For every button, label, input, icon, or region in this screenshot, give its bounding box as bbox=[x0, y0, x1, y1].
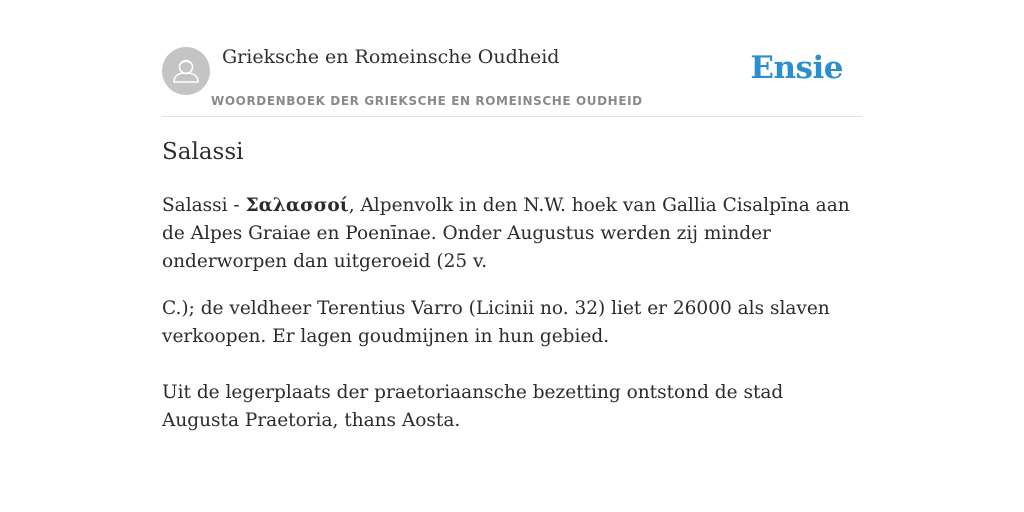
greek-term: Σαλασσοί bbox=[245, 195, 349, 216]
paragraph-3: Uit de legerplaats der praetoriaansche bezetting ontstond de stad Augusta Praetoria, thans Aosta. bbox=[162, 382, 784, 431]
paragraph-1-rest: , Alpenvolk in den N.W. hoek van Gallia Cisalpīna aan de Alpes Graiae en Poenīnae. Onder Augustus werden zij minder onderworpen dan uitgeroeid (25 v. bbox=[162, 195, 850, 272]
entry-content bbox=[162, 192, 862, 435]
entry-title: Salassi bbox=[162, 139, 244, 165]
source-subtitle: WOORDENBOEK DER GRIEKSCHE EN ROMEINSCHE OUDHEID bbox=[211, 94, 643, 108]
user-icon bbox=[162, 47, 210, 95]
paragraph-1 bbox=[162, 192, 862, 276]
avatar[interactable] bbox=[162, 47, 210, 95]
paragraph-2: C.); de veldheer Terentius Varro (Licinii no. 32) liet er 26000 als slaven verkoopen. Er lagen goudmijnen in hun gebied. bbox=[162, 298, 830, 347]
header bbox=[162, 40, 862, 117]
brand-logo[interactable]: Ensie bbox=[750, 50, 843, 86]
paragraph-1-lead: Salassi - bbox=[162, 195, 246, 216]
source-title[interactable]: Grieksche en Romeinsche Oudheid bbox=[222, 46, 560, 68]
